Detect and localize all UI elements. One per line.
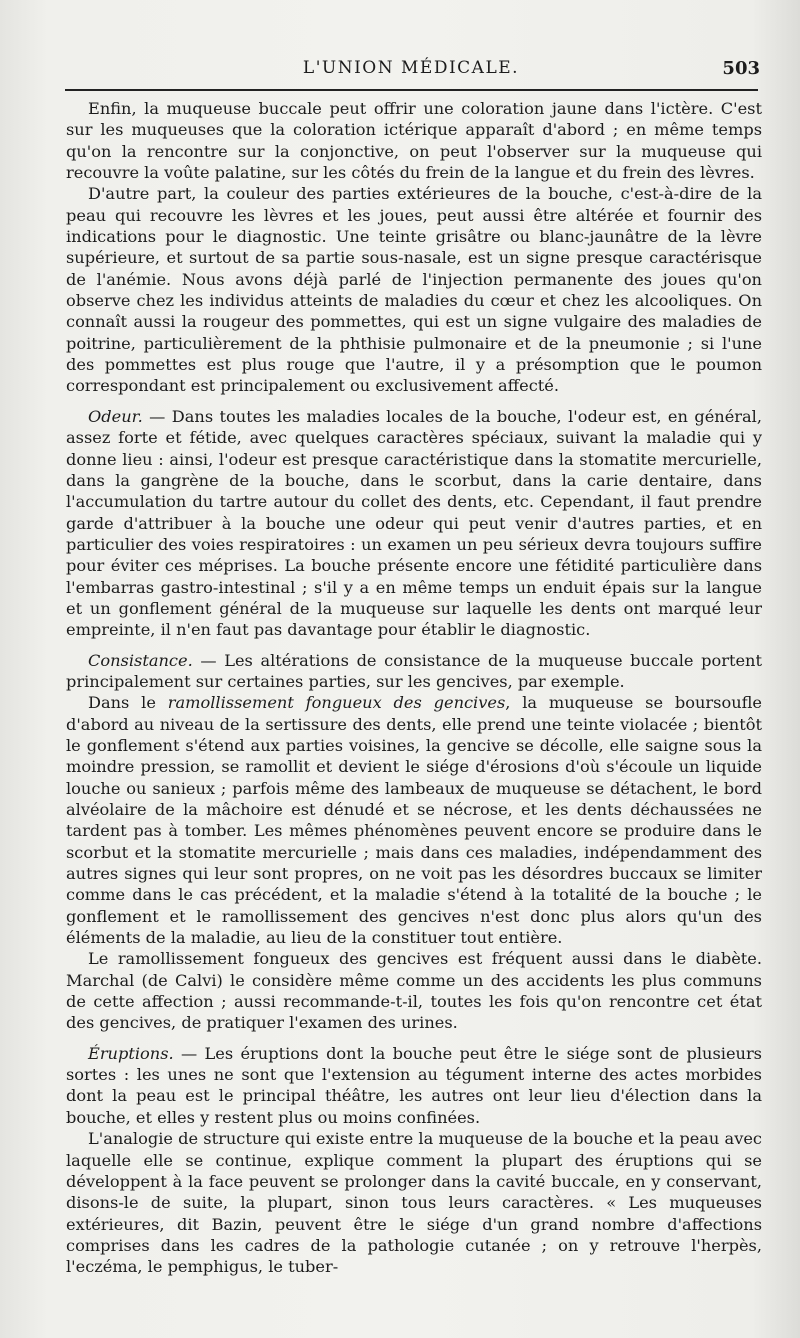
paragraph-couleur-exterieure: D'autre part, la couleur des parties extérieures de la bouche, c'est-à-dire de la peau qui recouvre les lèvres et les joues, peut aussi être altérée et fournir des indications pour le diagnostic. Une teinte grisâtre ou blanc-jaunâtre de la lèvre supérieure, et surtout de sa partie sous-nasale, est un signe presque caractérisque de l'anémie. Nous avons déjà parlé de l'injection permanente des joues qu'on observe chez les individus atteints de maladies du cœur et chez les alcooliques. On connaît aussi la rougeur des pommettes, qui est un signe vulgaire des maladies de poitrine, particulièrement de la phthisie pulmonaire et de la pneumonie ; si l'une des pommettes est plus rouge que l'autre, il y a présomption que le poumon correspondant est principalement ou exclusivement affecté. xyxy=(66,184,762,396)
paragraph-diabete: Le ramollissement fongueux des gencives est fréquent aussi dans le diabète. Marchal (de Calvi) le considère même comme un des accidents les plus communs de cette affection ; aussi recommande-t-il, toutes les fois qu'on rencontre cet état des gencives, de pratiquer l'examen des urines. xyxy=(66,949,762,1033)
page-header xyxy=(62,56,760,90)
paragraph-consistance: Consistance. — Les altérations de consistance de la muqueuse buccale portent principalement sur certaines parties, sur les gencives, par exemple. xyxy=(66,650,762,691)
emphasis-term: ramollissement fongueux des gencives xyxy=(167,693,506,713)
section-heading-consistance: Consistance. xyxy=(88,650,193,670)
page-number: 503 xyxy=(722,58,760,79)
paragraph-odeur: Odeur. — Dans toutes les maladies locales de la bouche, l'odeur est, en général, assez forte et fétide, avec quelques caractères spéciaux, suivant la maladie qui y donne lieu : ainsi, l'odeur est presque caractéristique dans la stomatite mercurielle, dans la gangrène de la bouche, dans le scorbut, dans la carie dentaire, dans l'accumulation du tartre autour du collet des dents, etc. Cependant, il faut prendre garde d'attribuer à la bouche une odeur qui peut venir d'autres parties, et en particulier des voies respiratoires : un examen un peu sérieux devra toujours suffire pour éviter ces méprises. La bouche présente encore une fétidité particulière dans l'embarras gastro-intestinal ; s'il y a en même temps un enduit épais sur la langue et un gonflement général de la muqueuse sur laquelle les dents ont marqué leur empreinte, il n'en faut pas davantage pour établir le diagnostic. xyxy=(66,406,762,640)
paragraph-analogie: L'analogie de structure qui existe entre la muqueuse de la bouche et la peau avec laquelle elle se continue, explique comment la plupart des éruptions qui se développent à la face peuvent se prolonger dans la cavité buccale, en y conservant, disons-le de suite, la plupart, sinon tous leurs caractères. « Les muqueuses extérieures, dit Bazin, peuvent être le siége d'un grand nombre d'affections comprises dans les cadres de la pathologie cutanée ; on y retrouve l'herpès, l'eczéma, le pemphigus, le tuber- xyxy=(66,1129,762,1277)
paragraph-ictere: Enfin, la muqueuse buccale peut offrir une coloration jaune dans l'ictère. C'est sur les muqueuses que la coloration ictérique apparaît d'abord ; en même temps qu'on la rencontre sur la conjonctive, on peut l'observer sur la muqueuse qui recouvre la voûte palatine, sur les côtés du frein de la langue et du frein des lèvres. xyxy=(66,99,762,183)
section-heading-odeur: Odeur. xyxy=(88,406,143,426)
section-heading-eruptions: Éruptions. xyxy=(88,1043,174,1063)
body-text xyxy=(66,98,762,1278)
paragraph-eruptions: Éruptions. — Les éruptions dont la bouche peut être le siége sont de plusieurs sortes : les unes ne sont que l'extension au tégument interne des actes morbides dont la peau est le principal théâtre, les autres ont leur lieu d'élection dans la bouche, et elles y restent plus ou moins confinées. xyxy=(66,1043,762,1127)
running-title: L'UNION MÉDICALE. xyxy=(302,58,520,78)
header-rule xyxy=(65,89,758,91)
paragraph-ramollissement: Dans le ramollissement fongueux des gencives, la muqueuse se boursoufle d'abord au niveau de la sertissure des dents, elle prend une teinte violacée ; bientôt le gonflement s'étend aux parties voisines, la gencive se décolle, elle saigne sous la moindre pression, se ramollit et devient le siége d'érosions d'où s'écoule un liquide louche ou sanieux ; parfois même des lambeaux de muqueuse se détachent, le bord alvéolaire de la mâchoire est dénudé et se nécrose, et les dents déchaussées ne tardent pas à tomber. Les mêmes phénomènes peuvent encore se produire dans le scorbut et la stomatite mercurielle ; mais dans ces maladies, indépendamment des autres signes qui leur sont propres, on ne voit pas les désordres buccaux se limiter comme dans le cas précédent, et la maladie s'étend à la totalité de la bouche ; le gonflement et le ramollissement des gencives n'est donc plus alors qu'un des éléments de la maladie, au lieu de la constituer tout entière. xyxy=(66,693,762,948)
